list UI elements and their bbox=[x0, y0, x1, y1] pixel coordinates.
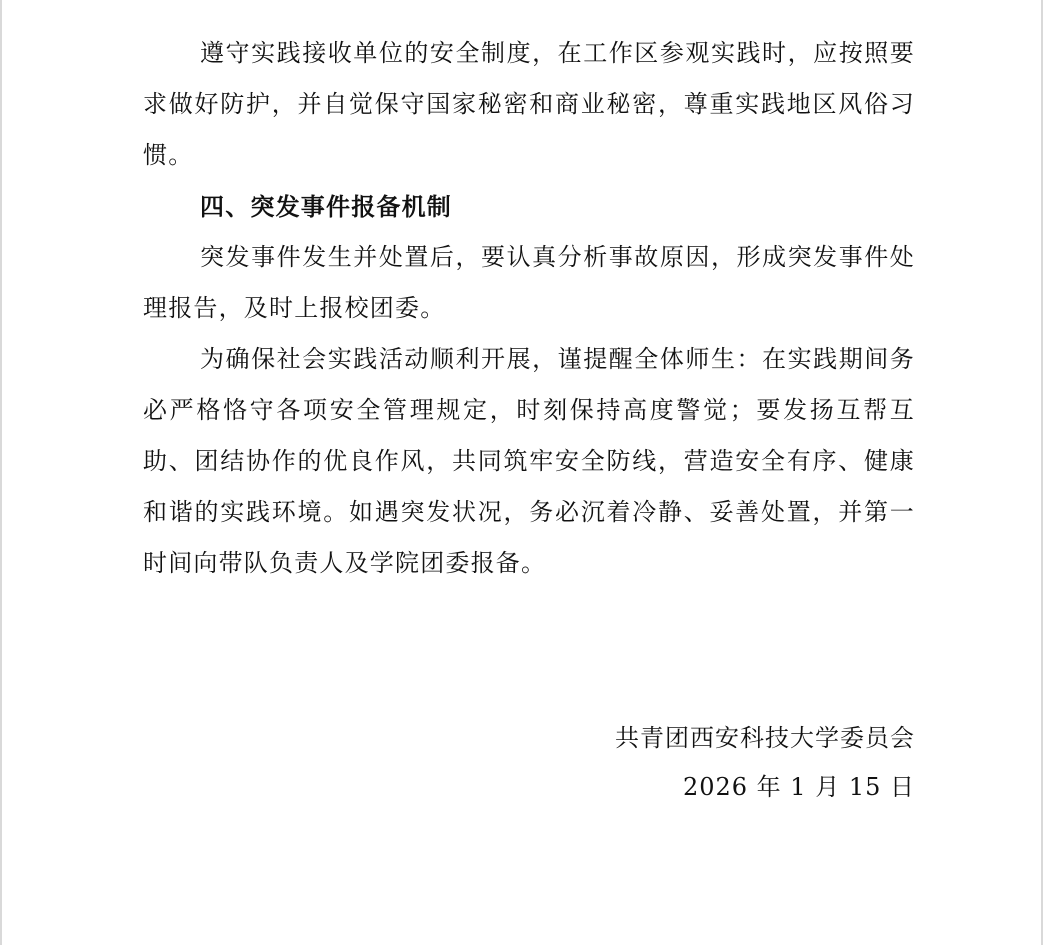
paragraph-safety-rules: 遵守实践接收单位的安全制度，在工作区参观实践时，应按照要求做好防护，并自觉保守国家秘密和商业秘密，尊重实践地区风俗习惯。 bbox=[143, 39, 915, 169]
signature-date: 2026 年 1 月 15 日 bbox=[682, 773, 915, 801]
signature-organization: 共青团西安科技大学委员会 bbox=[615, 724, 915, 752]
document-body bbox=[143, 28, 915, 589]
signature-block bbox=[615, 714, 915, 812]
paragraph-emergency-report: 突发事件发生并处置后，要认真分析事故原因，形成突发事件处理报告，及时上报校团委。 bbox=[143, 243, 915, 322]
section-heading-emergency-reporting: 四、突发事件报备机制 bbox=[200, 192, 452, 221]
page-border-left bbox=[0, 0, 2, 945]
paragraph-reminder: 为确保社会实践活动顺利开展，谨提醒全体师生：在实践期间务必严格恪守各项安全管理规定，时刻保持高度警觉；要发扬互帮互助、团结协作的优良作风，共同筑牢安全防线，营造安全有序、健康和谐的实践环境。如遇突发状况，务必沉着冷静、妥善处置，并第一时间向带队负责人及学院团委报备。 bbox=[143, 345, 915, 577]
